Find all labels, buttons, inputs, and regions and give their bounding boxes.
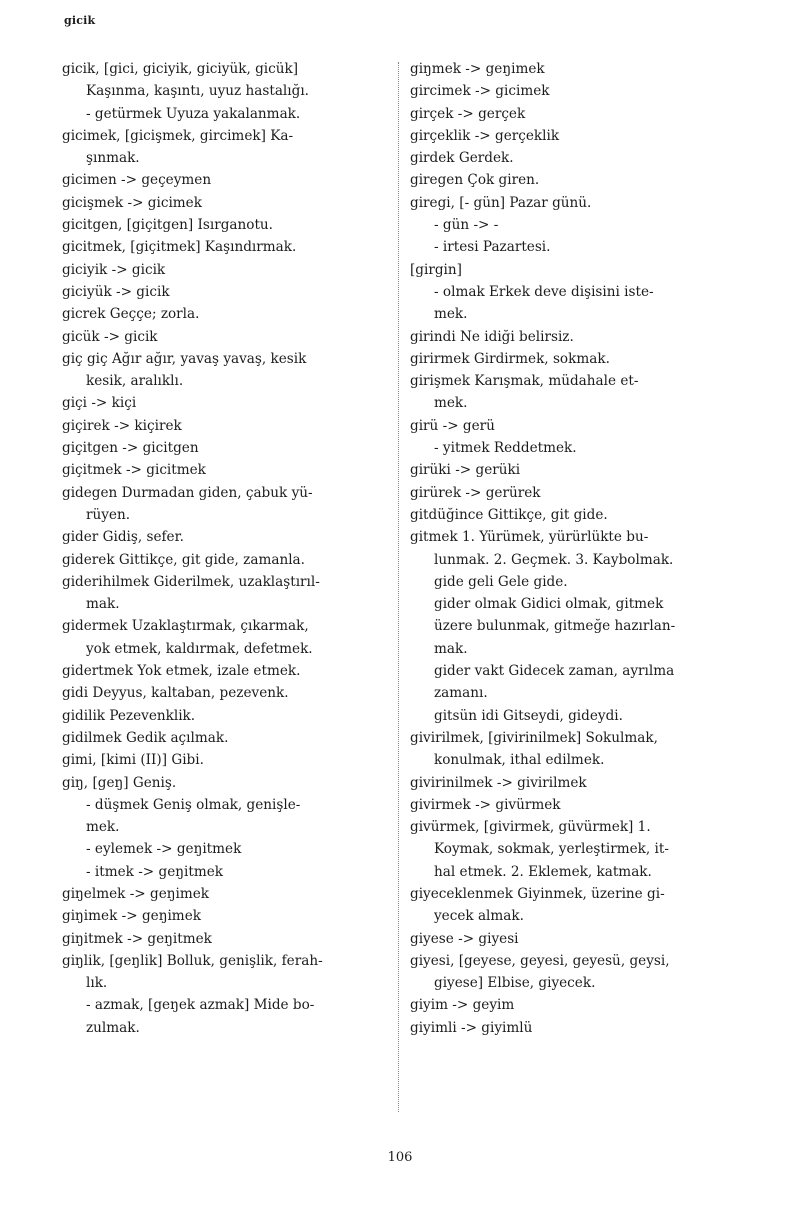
dictionary-line: girişmek Karışmak, müdahale et- [410, 373, 639, 390]
dictionary-line: gidermek Uzaklaştırmak, çıkarmak, [62, 618, 309, 635]
dictionary-line: gidilik Pezevenklik. [62, 707, 196, 724]
dictionary-line: gidi Deyyus, kaltaban, pezevenk. [62, 685, 289, 702]
dictionary-line: yok etmek, kaldırmak, defetmek. [86, 640, 313, 657]
dictionary-line: givürmek, [givirmek, güvürmek] 1. [410, 819, 651, 836]
dictionary-line: - gün -> - [434, 217, 499, 234]
dictionary-line: giderek Gittikçe, git gide, zamanla. [62, 551, 305, 568]
left-column [62, 58, 390, 1039]
dictionary-line: mek. [434, 395, 468, 412]
dictionary-line: girirmek Girdirmek, sokmak. [410, 350, 610, 367]
dictionary-line: giŋmek -> geŋimek [410, 61, 545, 77]
dictionary-line: gicük -> gicik [62, 328, 158, 345]
dictionary-line: gider vakt Gidecek zaman, ayrılma [434, 663, 675, 680]
running-head: gicik [64, 14, 96, 27]
dictionary-line: - eylemek -> geŋitmek [86, 841, 242, 858]
dictionary-line: gider Gidiş, sefer. [62, 529, 184, 546]
dictionary-line: giŋelmek -> geŋimek [62, 885, 210, 902]
dictionary-line: gicitmek, [giçitmek] Kaşındırmak. [62, 239, 297, 256]
dictionary-line: - getürmek Uyuza yakalanmak. [86, 105, 301, 122]
column-divider [398, 62, 399, 1112]
dictionary-line: zamanı. [434, 685, 488, 702]
dictionary-line: giderihilmek Giderilmek, uzaklaştırıl- [62, 573, 320, 590]
dictionary-line: gider olmak Gidici olmak, gitmek [434, 596, 664, 613]
dictionary-line: girçek -> gerçek [410, 105, 526, 122]
dictionary-line: girçeklik -> gerçeklik [410, 127, 560, 144]
dictionary-line: giregi, [- gün] Pazar günü. [410, 194, 592, 211]
dictionary-line: rüyen. [86, 506, 131, 523]
dictionary-line: - olmak Erkek deve dişisini iste- [434, 283, 654, 300]
dictionary-line: giyese -> giyesi [410, 930, 519, 947]
dictionary-line: lık. [86, 975, 108, 992]
dictionary-line: Koymak, sokmak, yerleştirmek, it- [434, 841, 669, 858]
dictionary-line: - yitmek Reddetmek. [434, 440, 577, 457]
dictionary-line: giyim -> geyim [410, 997, 515, 1014]
dictionary-line: girindi Ne idiği belirsiz. [410, 328, 574, 345]
dictionary-line: Kaşınma, kaşıntı, uyuz hastalığı. [86, 83, 309, 100]
dictionary-line: gicimen -> geçeymen [62, 172, 212, 189]
dictionary-line: giyesi, [geyese, geyesi, geyesü, geysi, [410, 952, 670, 969]
dictionary-line: girürek -> gerürek [410, 484, 541, 501]
dictionary-line: giç giç Ağır ağır, yavaş yavaş, kesik [62, 350, 307, 367]
dictionary-line: - irtesi Pazartesi. [434, 239, 551, 256]
dictionary-line: [girgin] [410, 261, 462, 278]
dictionary-line: gidegen Durmadan giden, çabuk yü- [62, 484, 313, 501]
dictionary-line: gide geli Gele gide. [434, 573, 568, 590]
dictionary-line: gitmek 1. Yürümek, yürürlükte bu- [410, 529, 649, 546]
dictionary-line: mak. [86, 596, 120, 613]
dictionary-line: gidilmek Gedik açılmak. [62, 729, 229, 746]
dictionary-line: girdek Gerdek. [410, 150, 514, 167]
dictionary-line: kesik, aralıklı. [86, 373, 184, 390]
dictionary-line: givirinilmek -> givirilmek [410, 774, 587, 791]
dictionary-line: giçitgen -> gicitgen [62, 440, 199, 457]
dictionary-line: konulmak, ithal edilmek. [434, 752, 605, 769]
dictionary-line: giçi -> kiçi [62, 395, 137, 412]
dictionary-line: mek. [86, 819, 120, 836]
dictionary-line: gitdüğince Gittikçe, git gide. [410, 506, 608, 523]
dictionary-line: giregen Çok giren. [410, 172, 540, 189]
dictionary-line: giçirek -> kiçirek [62, 417, 182, 434]
page-number: 106 [387, 1150, 413, 1165]
dictionary-line: givirilmek, [givirinilmek] Sokulmak, [410, 729, 658, 746]
dictionary-line: giyimli -> giyimlü [410, 1019, 533, 1036]
right-column [410, 58, 736, 1039]
dictionary-line: üzere bulunmak, gitmeğe hazırlan- [434, 618, 676, 635]
dictionary-line: - azmak, [geŋek azmak] Mide bo- [86, 997, 315, 1014]
dictionary-line: gicişmek -> gicimek [62, 194, 202, 211]
dictionary-line: giŋitmek -> geŋitmek [62, 930, 212, 947]
dictionary-line: girüki -> gerüki [410, 462, 521, 479]
dictionary-line: şınmak. [86, 150, 140, 167]
dictionary-line: giciyük -> gicik [62, 283, 170, 300]
dictionary-line: gitsün idi Gitseydi, gideydi. [434, 707, 623, 724]
dictionary-line: givirmek -> givürmek [410, 796, 561, 813]
dictionary-line: zulmak. [86, 1019, 140, 1036]
dictionary-line: gicitgen, [giçitgen] Isırganotu. [62, 217, 273, 234]
dictionary-line: lunmak. 2. Geçmek. 3. Kaybolmak. [434, 551, 674, 568]
dictionary-line: - itmek -> geŋitmek [86, 863, 224, 880]
dictionary-line: yecek almak. [434, 908, 524, 925]
dictionary-line: gimi, [kimi (II)] Gibi. [62, 752, 204, 769]
dictionary-line: mak. [434, 640, 468, 657]
dictionary-line: giyese] Elbise, giyecek. [434, 975, 596, 992]
dictionary-line: giŋ, [geŋ] Geniş. [62, 774, 177, 791]
dictionary-line: gicrek Geççe; zorla. [62, 306, 200, 323]
dictionary-line: giçitmek -> gicitmek [62, 462, 206, 479]
dictionary-line: girü -> gerü [410, 417, 495, 434]
dictionary-line: hal etmek. 2. Eklemek, katmak. [434, 863, 652, 880]
dictionary-line: gicik, [gici, giciyik, giciyük, gicük] [62, 61, 299, 77]
dictionary-line: mek. [434, 306, 468, 323]
dictionary-line: gircimek -> gicimek [410, 83, 550, 100]
dictionary-line: giŋimek -> geŋimek [62, 908, 201, 925]
dictionary-line: gidertmek Yok etmek, izale etmek. [62, 663, 301, 680]
dictionary-line: giyeceklenmek Giyinmek, üzerine gi- [410, 885, 665, 902]
dictionary-line: - düşmek Geniş olmak, genişle- [86, 796, 301, 813]
dictionary-line: giciyik -> gicik [62, 261, 166, 278]
dictionary-line: gicimek, [gicişmek, gircimek] Ka- [62, 127, 294, 144]
dictionary-line: giŋlik, [geŋlik] Bolluk, genişlik, ferah- [62, 952, 323, 969]
